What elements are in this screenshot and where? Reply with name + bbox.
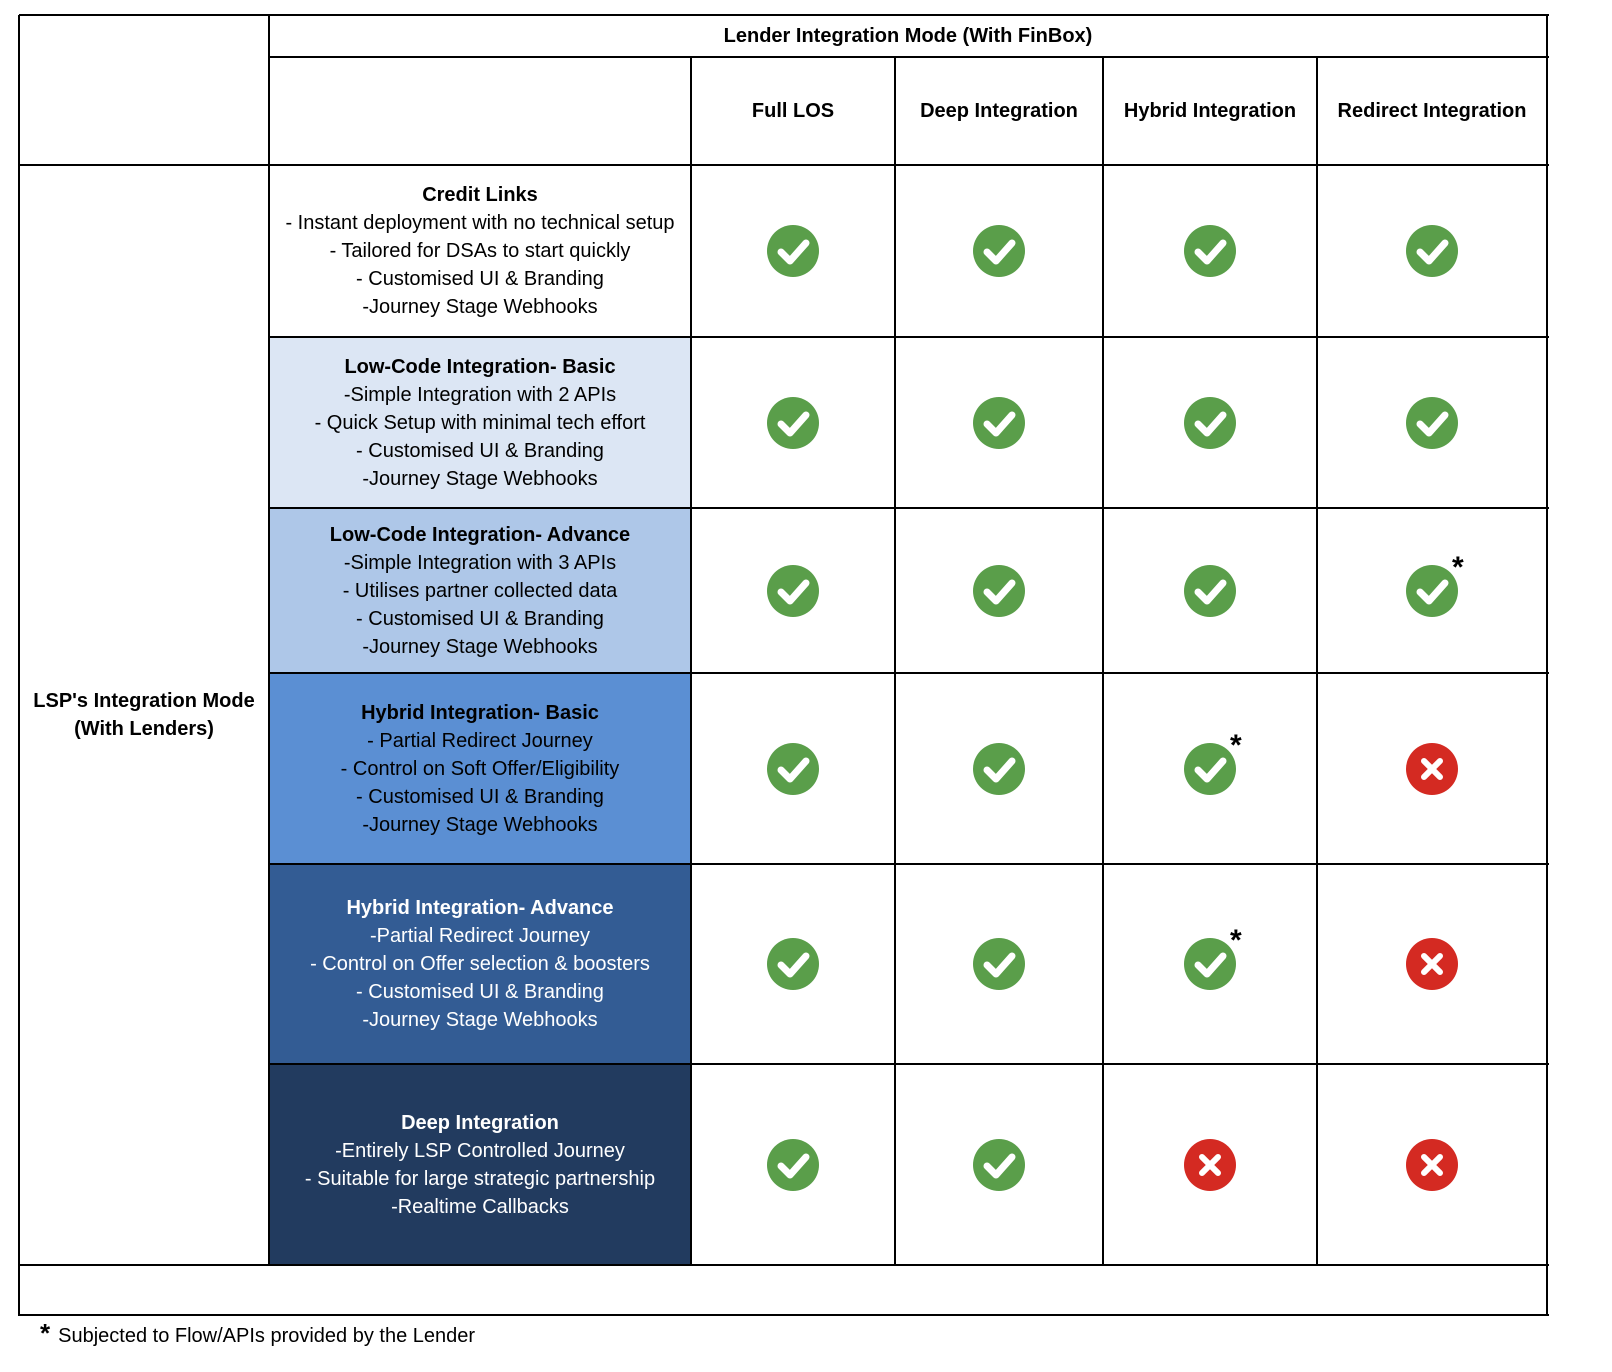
grid-line (19, 1314, 1549, 1316)
footnote-asterisk: * (40, 1318, 51, 1348)
footnote-text: Subjected to Flow/APIs provided by the Lender (58, 1325, 476, 1347)
grid-line (19, 14, 1549, 16)
lsp-mode-label (19, 165, 269, 1265)
grid-line (894, 57, 896, 1266)
check-icon (972, 742, 1026, 796)
grid-line (19, 1264, 1549, 1266)
row-title: Deep Integration (401, 1111, 559, 1134)
column-header-hybrid-integration: Hybrid Integration (1123, 99, 1297, 122)
row-feature-line: - Control on Soft Offer/Eligibility (340, 757, 620, 780)
row-description (341, 699, 620, 839)
grid-line (269, 507, 1549, 509)
grid-line (269, 56, 1549, 58)
check-icon (1183, 742, 1237, 796)
grid-line (269, 1063, 1549, 1065)
grid-line (269, 863, 1549, 865)
check-icon (1405, 396, 1459, 450)
grid-line (1316, 57, 1318, 1266)
row-desc-cell (269, 673, 691, 864)
check-icon (1183, 396, 1237, 450)
lsp-mode-label-line: LSP's Integration Mode (33, 690, 255, 712)
row-feature-line: - Customised UI & Branding (356, 785, 604, 808)
row-feature-line: - Customised UI & Branding (356, 439, 604, 462)
check-icon (1405, 224, 1459, 278)
grid-line (268, 15, 270, 1266)
cross-icon (1183, 1138, 1237, 1192)
asterisk-note-marker: * (1230, 924, 1242, 957)
row-feature-line: - Control on Offer selection & boosters (310, 953, 650, 975)
row-feature-line: - Customised UI & Branding (356, 268, 604, 290)
grid-line (269, 672, 1549, 674)
row-feature-line: -Journey Stage Webhooks (362, 635, 598, 658)
column-header-redirect-integration: Redirect Integration (1337, 99, 1527, 122)
row-feature-line: -Journey Stage Webhooks (362, 1009, 598, 1031)
row-title: Low-Code Integration- Advance (329, 523, 631, 546)
grid-line (269, 336, 1549, 338)
row-feature-line: - Instant deployment with no technical setup (285, 212, 675, 234)
row-feature-line: - Utilises partner collected data (342, 579, 618, 602)
check-icon (766, 937, 820, 991)
grid-line (1102, 57, 1104, 1266)
check-icon (766, 396, 820, 450)
row-desc-cell (269, 337, 691, 508)
row-feature-line: -Partial Redirect Journey (369, 925, 591, 947)
row-description (310, 894, 650, 1034)
check-icon (1405, 564, 1459, 618)
asterisk-note-marker: * (1230, 728, 1242, 762)
row-feature-line: - Quick Setup with minimal tech effort (314, 411, 646, 434)
check-icon (1183, 224, 1237, 278)
grid-line (19, 164, 1549, 166)
grid-line (1546, 15, 1548, 1316)
grid-line (690, 57, 692, 1266)
row-desc-cell (269, 864, 691, 1064)
row-description (330, 521, 630, 661)
row-feature-line: - Customised UI & Branding (356, 981, 604, 1003)
check-icon (972, 564, 1026, 618)
asterisk-note-marker: * (1452, 550, 1464, 584)
row-feature-line: - Tailored for DSAs to start quickly (329, 240, 631, 262)
row-feature-line: -Journey Stage Webhooks (362, 813, 598, 836)
row-feature-line: -Simple Integration with 2 APIs (343, 383, 617, 406)
row-desc-cell (269, 508, 691, 673)
cross-icon (1405, 1138, 1459, 1192)
check-icon (972, 224, 1026, 278)
check-icon (972, 396, 1026, 450)
row-description (315, 353, 646, 493)
column-header-full-los: Full LOS (751, 99, 835, 122)
lender-mode-header: Lender Integration Mode (With FinBox) (723, 24, 1093, 47)
row-desc-cell (269, 165, 691, 337)
row-feature-line: -Realtime Callbacks (391, 1195, 569, 1218)
footnote (40, 1318, 475, 1349)
row-title: Hybrid Integration- Basic (361, 701, 599, 724)
row-desc-cell (269, 1064, 691, 1265)
check-icon (1183, 564, 1237, 618)
row-feature-line: -Journey Stage Webhooks (362, 296, 598, 318)
cross-icon (1405, 742, 1459, 796)
check-icon (766, 1138, 820, 1192)
cross-icon (1405, 937, 1459, 991)
grid-line (18, 15, 20, 1316)
row-title: Hybrid Integration- Advance (346, 897, 614, 919)
check-icon (766, 224, 820, 278)
lsp-mode-label-line: (With Lenders) (74, 718, 214, 740)
row-feature-line: -Simple Integration with 3 APIs (343, 551, 617, 574)
row-title: Credit Links (422, 184, 538, 206)
row-description (305, 1109, 655, 1221)
check-icon (766, 742, 820, 796)
check-icon (766, 564, 820, 618)
check-icon (972, 937, 1026, 991)
check-icon (1183, 937, 1237, 991)
check-icon (972, 1138, 1026, 1192)
integration-matrix (19, 15, 1599, 1356)
row-feature-line: - Partial Redirect Journey (367, 729, 593, 752)
row-feature-line: - Suitable for large strategic partnership (304, 1167, 656, 1190)
row-feature-line: - Customised UI & Branding (356, 607, 604, 630)
row-title: Low-Code Integration- Basic (344, 355, 616, 378)
column-header-deep-integration: Deep Integration (920, 99, 1078, 122)
row-feature-line: -Entirely LSP Controlled Journey (335, 1139, 625, 1162)
row-description (285, 181, 674, 321)
row-feature-line: -Journey Stage Webhooks (362, 467, 598, 490)
